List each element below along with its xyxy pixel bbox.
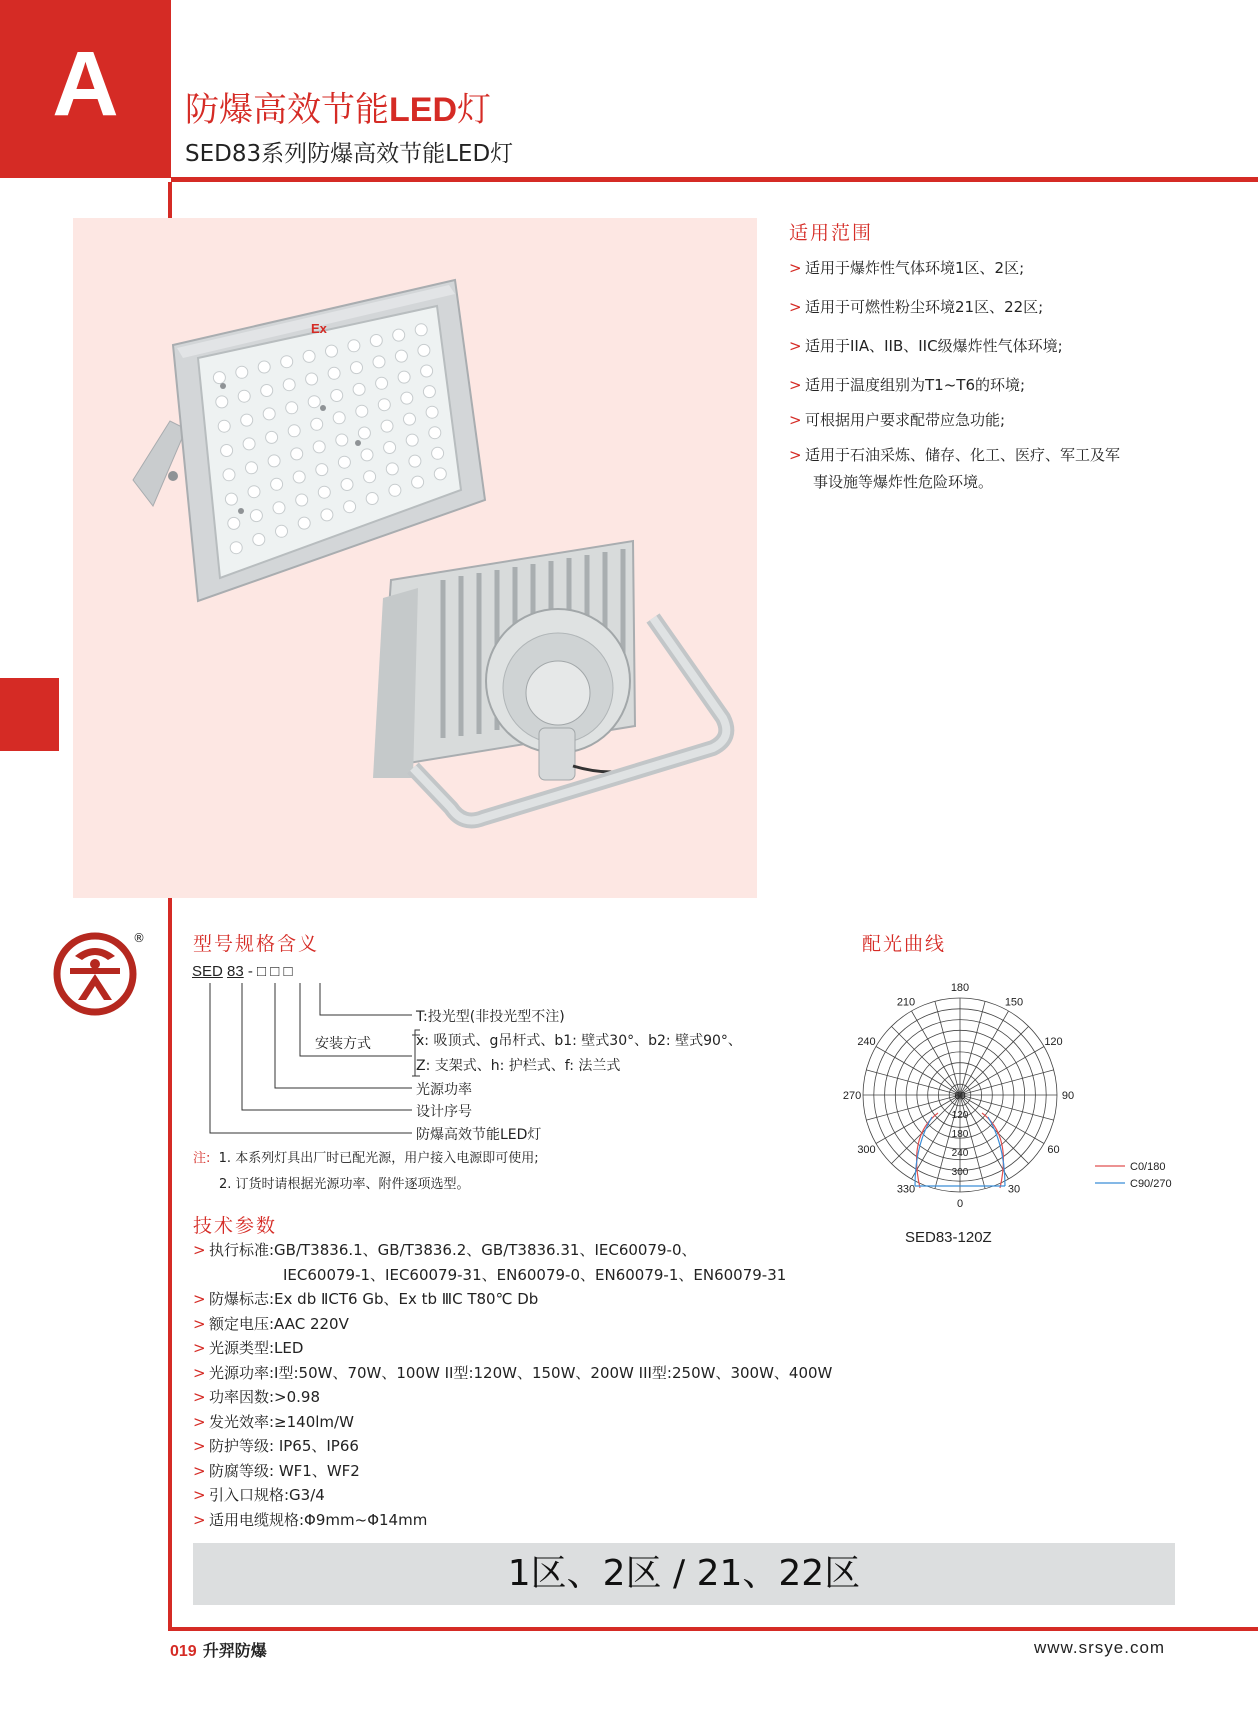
tech-param: > 引入口规格:G3/4 [193,1483,832,1508]
led-chip [364,471,376,483]
install-options-z: Z: 支架式、h: 护栏式、f: 法兰式 [416,1058,621,1074]
polar-angle-label: 60 [1047,1144,1060,1156]
led-chip [406,434,418,446]
polar-spoke [935,1001,960,1095]
led-chip [378,399,390,411]
led-chip [308,396,320,408]
polar-angle-label: 210 [896,996,916,1009]
model-code: SED 83 - □ □ □ [192,963,293,980]
led-chip [409,455,421,467]
legend-label: C90/270 [1130,1178,1172,1190]
led-chip [358,427,370,439]
led-chip [341,479,353,491]
led-chip [216,396,228,408]
led-chip [356,405,368,417]
website-link[interactable]: www.srsye.com [1034,1638,1166,1657]
polar-angle-label: 90 [1061,1090,1075,1102]
legend-label: C0/180 [1130,1161,1166,1173]
model-t-label: T:投光型(非投光型不注) [416,1009,565,1025]
led-chip [423,386,435,398]
tech-param: > 光源类型:LED [193,1336,832,1361]
side-tab-marker [0,678,59,751]
zone-banner [193,1543,1175,1605]
page-number: 019 [170,1643,197,1660]
led-chip [303,350,315,362]
scope-item: > 可根据用户要求配带应急功能; [789,410,1209,430]
led-chip [328,367,340,379]
polar-caption: SED83-120Z [905,1229,992,1246]
polar-spoke [891,1026,960,1095]
polar-spoke [866,1070,960,1095]
polar-angle-label: 150 [1004,996,1024,1009]
led-chip [223,469,235,481]
led-chip [273,502,285,514]
led-chip [336,434,348,446]
polar-angle-label: 0 [956,1198,964,1210]
power-label: 光源功率 [416,1082,472,1098]
led-chip [281,356,293,368]
page-title: 防爆高效节能LED灯 [185,90,491,130]
led-chip [228,517,240,529]
led-chip [389,484,401,496]
led-chip [276,525,288,537]
footer-divider [168,1627,1258,1631]
tech-param: > 额定电压:AAC 220V [193,1312,832,1337]
polar-spoke [960,1026,1029,1095]
code-leader-lines [190,958,830,1148]
polar-radial-label: 60 [954,1091,966,1102]
led-chip [386,463,398,475]
led-chip [426,406,438,418]
led-chip [393,329,405,341]
led-chip [412,476,424,488]
led-chip [268,455,280,467]
led-chip [230,542,242,554]
page-footer-left [170,1638,267,1661]
led-chip [221,445,233,457]
polar-spoke [960,1001,985,1095]
led-chip [298,517,310,529]
led-chip [318,486,330,498]
tech-param: > 功率因数:>0.98 [193,1385,832,1410]
led-chip [384,442,396,454]
led-chip [253,534,265,546]
polar-spoke [960,1095,1054,1120]
led-chip [306,373,318,385]
product-label: 防爆高效节能LED灯 [416,1127,542,1143]
led-chip [432,447,444,459]
page-subtitle: SED83系列防爆高效节能LED灯 [185,141,514,167]
notes-prefix: 注: [193,1151,211,1166]
led-chip [421,365,433,377]
polar-radial-label: 240 [951,1148,969,1159]
led-chip [373,356,385,368]
led-chip [401,392,413,404]
polar-angle-label: 240 [857,1036,876,1048]
polar-radial-label: 300 [951,1167,969,1178]
model-notes [193,1149,539,1201]
scope-item: > 适用于爆炸性气体环境1区、2区; [789,258,1209,278]
led-chip [218,420,230,432]
light-curve-title: 配光曲线 [862,933,947,955]
led-chip [250,510,262,522]
product-photo [73,218,757,898]
led-chip [344,501,356,513]
led-chip [331,390,343,402]
scope-item-continuation: 事设施等爆炸性危险环境。 [813,473,994,491]
led-chip [381,420,393,432]
scope-list [789,258,1209,511]
polar-angle-label: 120 [1044,1036,1063,1048]
tech-param: > 执行标准:GB/T3836.1、GB/T3836.2、GB/T3836.31、IEC60079-0、 [193,1238,832,1263]
led-chip [313,441,325,453]
tech-param: > 光源功率:I型:50W、70W、100W II型:120W、150W、200W III型:250W、300W、400W [193,1361,832,1386]
led-chip [263,408,275,420]
led-chip [238,390,250,402]
scope-item: > 适用于石油采炼、储存、化工、医疗、军工及军 [789,445,1209,465]
tech-param: > 防护等级: IP65、IP66 [193,1434,832,1459]
note-item: 1. 本系列灯具出厂时已配光源，用户接入电源即可使用; [218,1151,539,1166]
led-chip [213,372,225,384]
brand-name: 升羿防爆 [202,1641,267,1660]
polar-angle-label: 330 [896,1183,916,1196]
design-label: 设计序号 [416,1104,472,1120]
led-chip [326,345,338,357]
polar-angle-label: 30 [1007,1183,1021,1196]
tech-param: > 防爆标志:Ex db ⅡCT6 Gb、Ex tb ⅢC T80℃ Db [193,1287,832,1312]
led-chip [243,438,255,450]
polar-spoke [866,1095,960,1120]
led-chip [370,335,382,347]
header-divider [171,177,1258,182]
polar-diagram [842,982,1180,1220]
led-chip [258,361,270,373]
led-chip [338,456,350,468]
led-chip [293,471,305,483]
registered-mark: ® [133,931,145,945]
polar-spoke [960,1070,1054,1095]
led-chip [316,464,328,476]
model-code-diagram [190,958,830,1148]
led-chip [434,468,446,480]
led-chip [333,412,345,424]
led-chip [271,478,283,490]
led-chip [351,362,363,374]
scope-item: > 适用于可燃性粉尘环境21区、22区; [789,297,1209,317]
tech-param: > 防腐等级: WF1、WF2 [193,1459,832,1484]
led-chip [261,385,273,397]
led-chip [404,413,416,425]
led-chip [415,324,427,336]
model-spec-title: 型号规格含义 [193,933,320,955]
led-chip [361,449,373,461]
led-chip [283,379,295,391]
note-item: 2. 订货时请根据光源功率、附件逐项选型。 [219,1177,470,1192]
scope-item: > 适用于IIA、IIB、IIC级爆炸性气体环境; [789,336,1209,356]
polar-angle-label: 300 [857,1144,876,1156]
led-chip [236,366,248,378]
polar-radial-label: 180 [951,1129,969,1140]
led-chip [286,402,298,414]
scope-title: 适用范围 [789,222,874,244]
led-chip [395,350,407,362]
polar-chart [842,982,1180,1220]
ex-mark: Ex [311,321,327,336]
led-chip [225,493,237,505]
led-chip [353,383,365,395]
company-logo [52,934,138,1014]
led-chip [321,509,333,521]
led-chip [429,427,441,439]
floodlight-illustration [73,218,757,898]
led-chip [241,414,253,426]
install-label: 安装方式 [315,1036,371,1052]
led-chip [348,340,360,352]
led-chip [288,425,300,437]
tech-param: > 发光效率:≥140lm/W [193,1410,832,1435]
tech-param-continuation: IEC60079-1、IEC60079-31、EN60079-0、EN60079-1、EN60079-31 [283,1265,787,1284]
polar-angle-label: 180 [950,982,970,994]
led-chip [296,494,308,506]
led-chip [266,431,278,443]
led-chip [398,371,410,383]
led-chip [311,418,323,430]
led-chip [291,448,303,460]
install-options-x: x: 吸顶式、g吊杆式、b1: 壁式30°、b2: 壁式90°、 [416,1033,742,1049]
polar-angle-label: 270 [842,1090,862,1102]
led-chip [376,377,388,389]
category-letter: A [52,33,119,135]
polar-radial-label: 120 [951,1110,969,1121]
led-chip [248,486,260,498]
led-chip [418,344,430,356]
led-chip [366,493,378,505]
scope-item: > 适用于温度组别为T1~T6的环境; [789,375,1209,395]
tech-params-title: 技术参数 [193,1215,278,1237]
tech-param: > 适用电缆规格:Φ9mm~Φ14mm [193,1508,832,1533]
led-chip [246,462,258,474]
tech-params-list [193,1238,832,1532]
zone-banner-text: 1区、2区 / 21、22区 [507,1553,861,1594]
